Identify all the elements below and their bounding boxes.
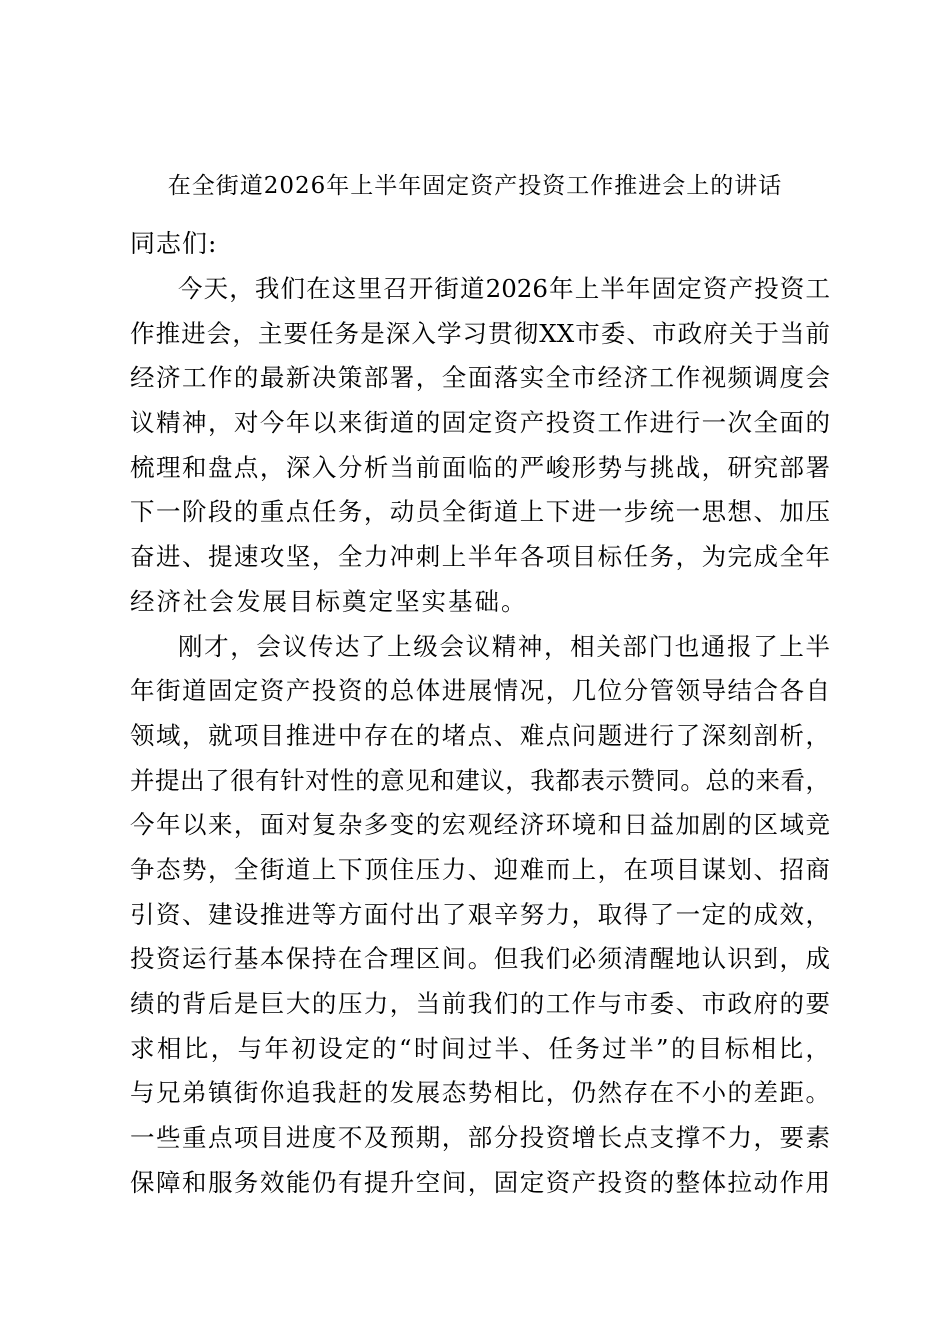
body-line: 经济工作的最新决策部署，全面落实全市经济工作视频调度会 — [130, 363, 830, 393]
body-line: 年街道固定资产投资的总体进展情况，几位分管领导结合各自 — [130, 676, 830, 706]
body-line: 引资、建设推进等方面付出了艰辛努力，取得了一定的成效， — [130, 899, 830, 929]
body-line: 求相比，与年初设定的“时间过半、任务过半”的目标相比， — [130, 1033, 830, 1063]
body-line: 下一阶段的重点任务，动员全街道上下进一步统一思想、加压 — [130, 497, 830, 527]
body-line: 刚才，会议传达了上级会议精神，相关部门也通报了上半 — [178, 631, 830, 661]
body-line: 并提出了很有针对性的意见和建议，我都表示赞同。总的来看， — [130, 765, 830, 795]
body-line: 争态势，全街道上下顶住压力、迎难而上，在项目谋划、招商 — [130, 854, 830, 884]
body-line: 奋进、提速攻坚，全力冲刺上半年各项目标任务，为完成全年 — [130, 542, 830, 572]
document-title: 在全街道2026年上半年固定资产投资工作推进会上的讲话 — [167, 173, 783, 199]
body-line: 梳理和盘点，深入分析当前面临的严峻形势与挑战，研究部署 — [130, 452, 830, 482]
body-line: 投资运行基本保持在合理区间。但我们必须清醒地认识到，成 — [130, 944, 830, 974]
body-line: 一些重点项目进度不及预期，部分投资增长点支撑不力，要素 — [130, 1123, 830, 1153]
body-line: 与兄弟镇街你追我赶的发展态势相比，仍然存在不小的差距。 — [130, 1078, 830, 1108]
body-line: 今年以来，面对复杂多变的宏观经济环境和日益加剧的区域竞 — [130, 810, 830, 840]
body-line: 议精神，对今年以来街道的固定资产投资工作进行一次全面的 — [130, 408, 830, 438]
body-line: 保障和服务效能仍有提升空间，固定资产投资的整体拉动作用 — [130, 1167, 830, 1197]
body-line: 今天，我们在这里召开街道2026年上半年固定资产投资工 — [178, 274, 830, 303]
body-line: 绩的背后是巨大的压力，当前我们的工作与市委、市政府的要 — [130, 989, 830, 1018]
speech-body — [130, 267, 830, 1205]
greeting: 同志们: — [130, 229, 218, 258]
body-line: 领域，就项目推进中存在的堵点、难点问题进行了深刻剖析， — [130, 720, 830, 750]
body-line: 经济社会发展目标奠定坚实基础。 — [130, 586, 528, 616]
body-line: 作推进会，主要任务是深入学习贯彻XX市委、市政府关于当前 — [130, 318, 830, 348]
